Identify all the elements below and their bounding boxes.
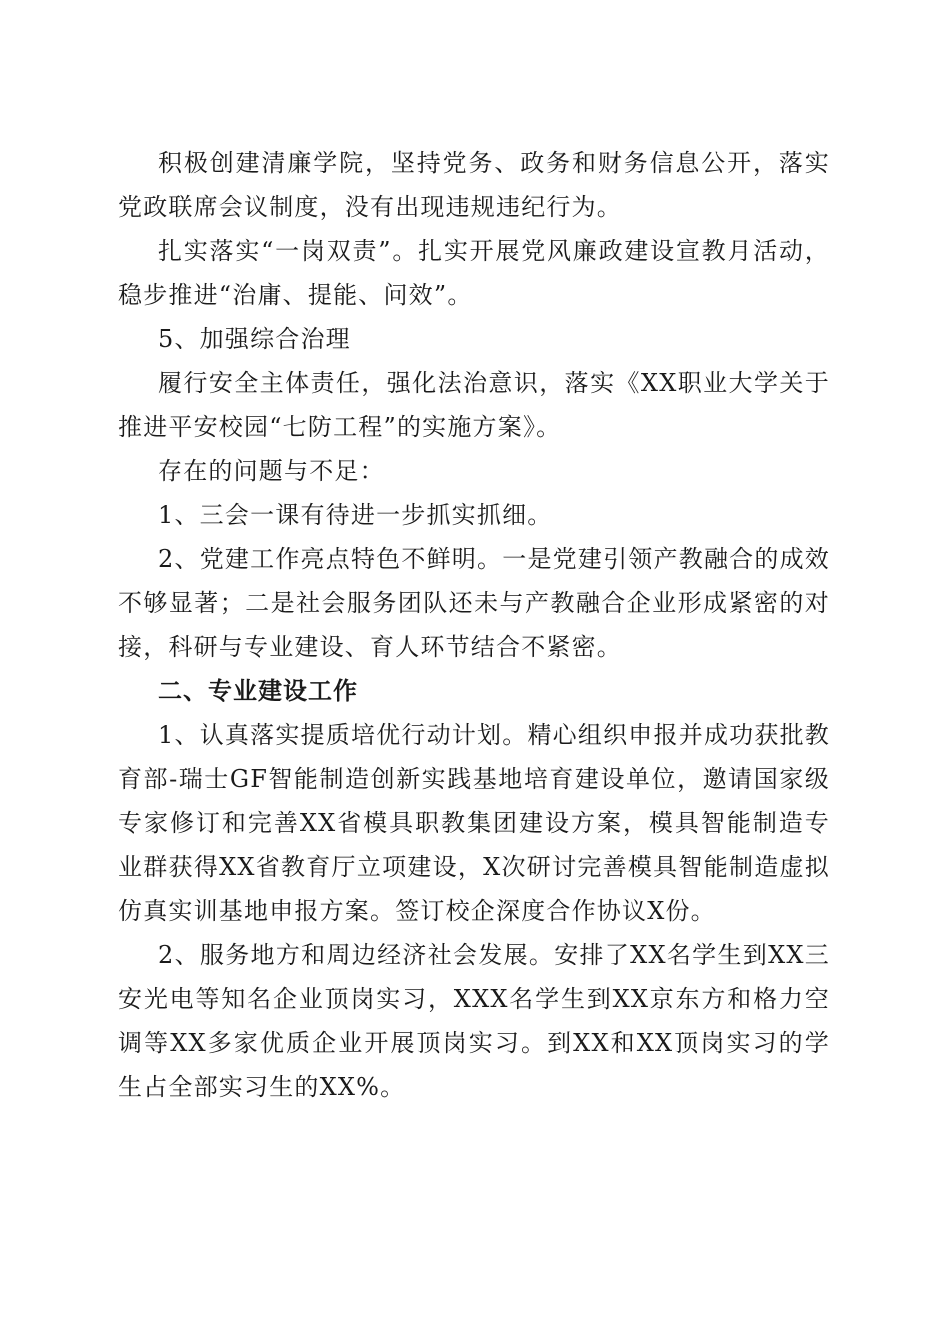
paragraph-clean-college: 积极创建清廉学院，坚持党务、政务和财务信息公开，落实党政联席会议制度，没有出现违规违纪行为。 [118, 149, 830, 221]
paragraph-quality-improvement-plan: 1、认真落实提质培优行动计划。精心组织申报并成功获批教育部-瑞士GF智能制造创新实践基地培育建设单位，邀请国家级专家修订和完善XX省模具职教集团建设方案，模具智能制造专业群获得XX省教育厅立项建设，X次研讨完善模具智能制造虚拟仿真实训基地申报方案。签订校企深度合作协议X份。 [118, 721, 830, 925]
paragraph-serve-local-economy: 2、服务地方和周边经济社会发展。安排了XX名学生到XX三安光电等知名企业顶岗实习，XXX名学生到XX京东方和格力空调等XX多家优质企业开展顶岗实习。到XX和XX顶岗实习的学生占全部实习生的XX%。 [118, 941, 830, 1101]
section-heading-major-construction: 二、专业建设工作 [158, 677, 358, 705]
paragraph-one-post-two-duties: 扎实落实“一岗双责”。扎实开展党风廉政建设宣教月活动，稳步推进“治庸、提能、问效”。 [118, 237, 830, 309]
paragraph-safety-responsibility: 履行安全主体责任，强化法治意识，落实《XX职业大学关于推进平安校园“七防工程”的实施方案》。 [118, 369, 830, 441]
paragraph-comprehensive-governance-title: 5、加强综合治理 [158, 325, 351, 353]
document-body [118, 141, 830, 1109]
paragraph-problems-title: 存在的问题与不足： [158, 457, 385, 485]
paragraph-problem-1: 1、三会一课有待进一步抓实抓细。 [158, 501, 553, 529]
paragraph-problem-2: 2、党建工作亮点特色不鲜明。一是党建引领产教融合的成效不够显著；二是社会服务团队还未与产教融合企业形成紧密的对接，科研与专业建设、育人环节结合不紧密。 [118, 545, 830, 661]
